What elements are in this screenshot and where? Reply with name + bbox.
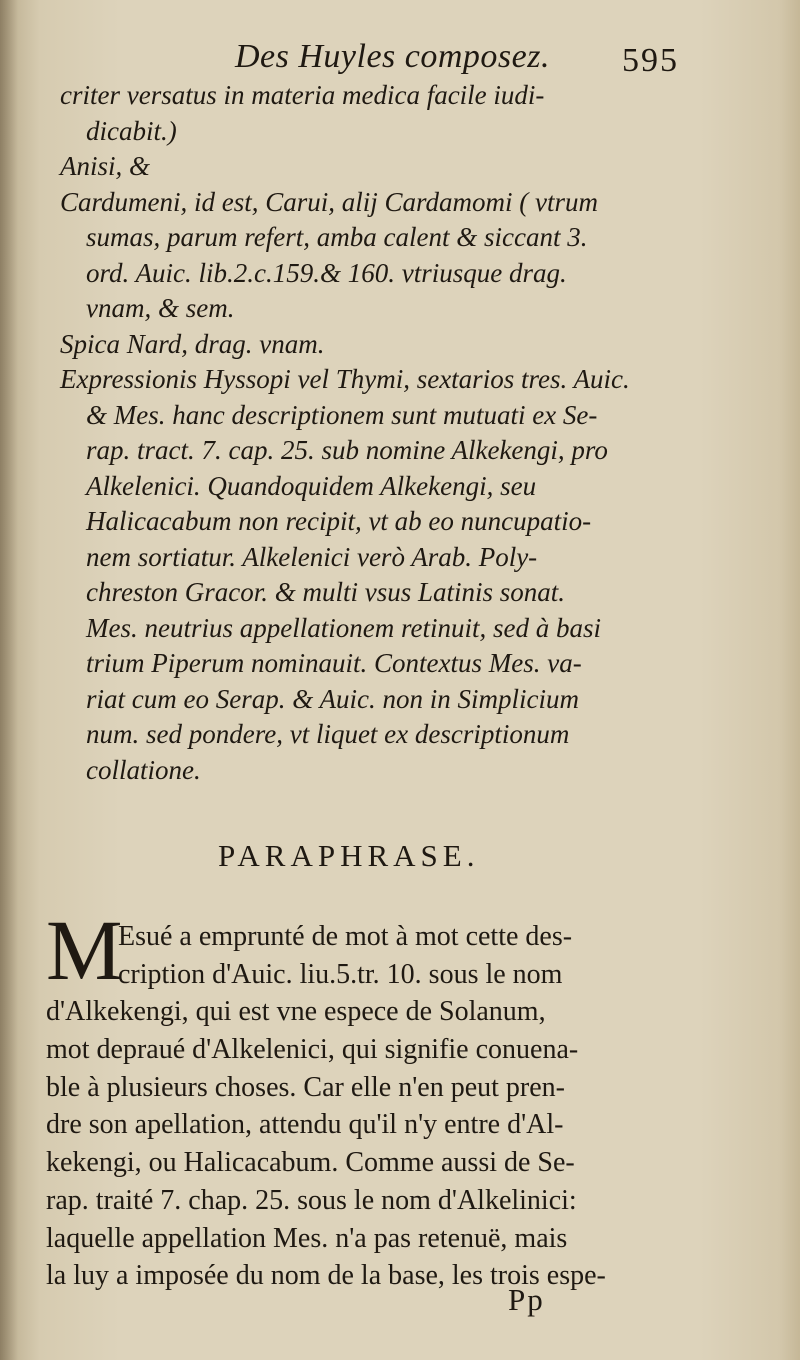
latin-line: Cardumeni, id est, Carui, alij Cardamomi ( vtrum xyxy=(60,186,599,217)
latin-line: ord. Auic. lib.2.c.159.& 160. vtriusque drag. xyxy=(86,257,567,288)
paraphrase-line: dre son apellation, attendu qu'il n'y entre d'Al- xyxy=(46,1109,564,1141)
latin-line: Alkelenici. Quandoquidem Alkekengi, seu xyxy=(86,470,537,501)
page-number: 595 xyxy=(622,42,679,79)
latin-line: & Mes. hanc descriptionem sunt mutuati ex Se- xyxy=(86,399,598,430)
latin-line: nem sortiatur. Alkelenici verò Arab. Poly- xyxy=(86,541,538,572)
paraphrase-line: mot depraué d'Alkelenici, qui signifie conuena- xyxy=(46,1034,579,1066)
latin-line: trium Piperum nominauit. Contextus Mes. va- xyxy=(86,648,582,678)
paraphrase-line: d'Alkekengi, qui est vne espece de Solanum, xyxy=(46,996,546,1028)
latin-line: Spica Nard, drag. vnam. xyxy=(60,328,325,359)
latin-line: rap. tract. 7. cap. 25. sub nomine Alkekengi, pro xyxy=(86,435,608,465)
drop-cap: M xyxy=(46,902,123,998)
signature-mark: Pp xyxy=(508,1282,545,1317)
latin-recipe-text xyxy=(60,78,720,788)
latin-line: Expressionis Hyssopi vel Thymi, sextarios tres. Auic. xyxy=(60,364,630,394)
paraphrase-line: cription d'Auic. liu.5.tr. 10. sous le nom xyxy=(118,958,563,990)
latin-line: dicabit.) xyxy=(86,115,177,146)
paraphrase-line: laquelle appellation Mes. n'a pas retenuë, mais xyxy=(46,1222,568,1254)
latin-line: criter versatus in materia medica facile iudi- xyxy=(60,80,545,110)
paraphrase-line: la luy a imposée du nom de la base, les trois espe- xyxy=(46,1260,606,1292)
latin-line: Anisi, & xyxy=(60,151,151,181)
paraphrase-line: kekengi, ou Halicacabum. Comme aussi de Se- xyxy=(46,1147,575,1179)
latin-line: Halicacabum non recipit, vt ab eo nuncupatio- xyxy=(86,506,592,536)
running-head: Des Huyles composez. xyxy=(235,38,550,75)
latin-line: sumas, parum refert, amba calent & siccant 3. xyxy=(86,222,588,252)
latin-line: num. sed pondere, vt liquet ex descriptionum xyxy=(86,719,570,749)
paraphrase-line: Esué a emprunté de mot à mot cette des- xyxy=(118,921,573,952)
paraphrase-line: rap. traité 7. chap. 25. sous le nom d'Alkelinici: xyxy=(46,1184,577,1216)
gutter-shadow xyxy=(0,0,18,1360)
latin-line: Mes. neutrius appellationem retinuit, sed à basi xyxy=(86,612,601,643)
latin-line: riat cum eo Serap. & Auic. non in Simplicium xyxy=(86,683,579,714)
paraphrase-text xyxy=(46,918,706,1295)
latin-line: chreston Gracor. & multi vsus Latinis sonat. xyxy=(86,577,566,607)
latin-line: collatione. xyxy=(86,754,201,785)
paraphrase-line: ble à plusieurs choses. Car elle n'en peut pren- xyxy=(46,1071,565,1103)
latin-line: vnam, & sem. xyxy=(86,293,235,323)
section-title: PARAPHRASE. xyxy=(218,838,480,873)
